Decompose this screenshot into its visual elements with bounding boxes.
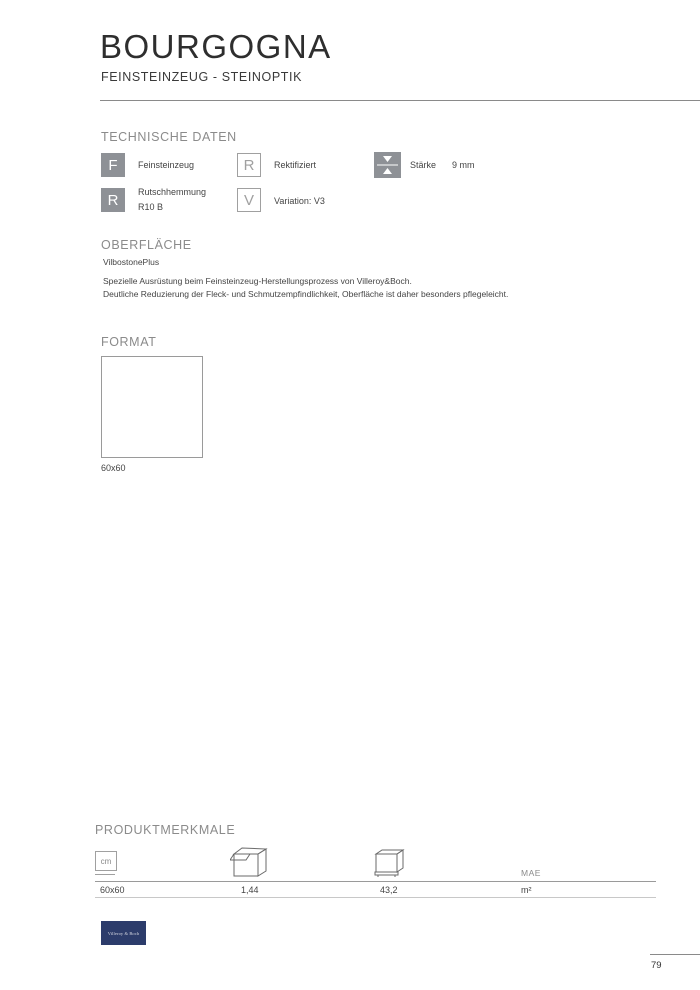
spec-rectified: Rektifiziert [274, 160, 317, 170]
dimension-underline [95, 874, 115, 875]
box-icon [230, 846, 270, 883]
pallet-icon [373, 846, 407, 883]
product-table-bottom-rule [95, 897, 656, 898]
spec-slip-label: Rutschhemmung [138, 187, 207, 197]
slip-resistance-icon: R [101, 188, 125, 212]
spec-thickness-value: 9 mm [452, 160, 475, 170]
porcelain-tile-icon: F [101, 153, 125, 177]
dimension-icon [95, 851, 117, 871]
format-label: 60x60 [101, 463, 126, 473]
brand-logo-text: Villeroy & Boch [107, 930, 140, 936]
page-number: 79 [651, 960, 662, 971]
surface-description-line2: Deutliche Reduzierung der Fleck- und Schmutzempfindlichkeit, Oberfläche ist daher besonders pflegeleicht. [103, 289, 509, 299]
thickness-icon [374, 152, 401, 178]
surface-name: VilbostonePlus [103, 257, 160, 267]
product-heading: PRODUKTMERKMALE [95, 823, 236, 837]
surface-heading: OBERFLÄCHE [101, 238, 192, 252]
format-tile-outline [101, 356, 203, 458]
spec-thickness-label: Stärke [410, 160, 437, 170]
spec-material: Feinsteinzeug [138, 160, 195, 170]
rectified-icon: R [237, 153, 261, 177]
page-number-rule [650, 954, 700, 955]
product-unit-cell: m² [521, 885, 532, 895]
dimension-cm-label: cm [100, 856, 112, 866]
variation-icon: V [237, 188, 261, 212]
spec-slip-value: R10 B [138, 202, 164, 212]
product-size-cell: 60x60 [100, 885, 125, 895]
product-per-box-cell: 1,44 [241, 885, 259, 895]
brand-logo [101, 921, 146, 945]
technical-heading: TECHNISCHE DATEN [101, 130, 237, 144]
product-per-pallet-cell: 43,2 [380, 885, 398, 895]
unit-header: MAE [521, 868, 541, 878]
format-heading: FORMAT [101, 335, 157, 349]
spec-variation: Variation: V3 [274, 196, 325, 206]
page-subtitle: FEINSTEINZEUG - STEINOPTIK [101, 70, 303, 84]
surface-description-line1: Spezielle Ausrüstung beim Feinsteinzeug-Herstellungsprozess von Villeroy&Boch. [103, 276, 412, 286]
header-divider [100, 100, 700, 101]
page-title: BOURGOGNA [100, 28, 332, 65]
product-table-header-rule [95, 881, 656, 882]
